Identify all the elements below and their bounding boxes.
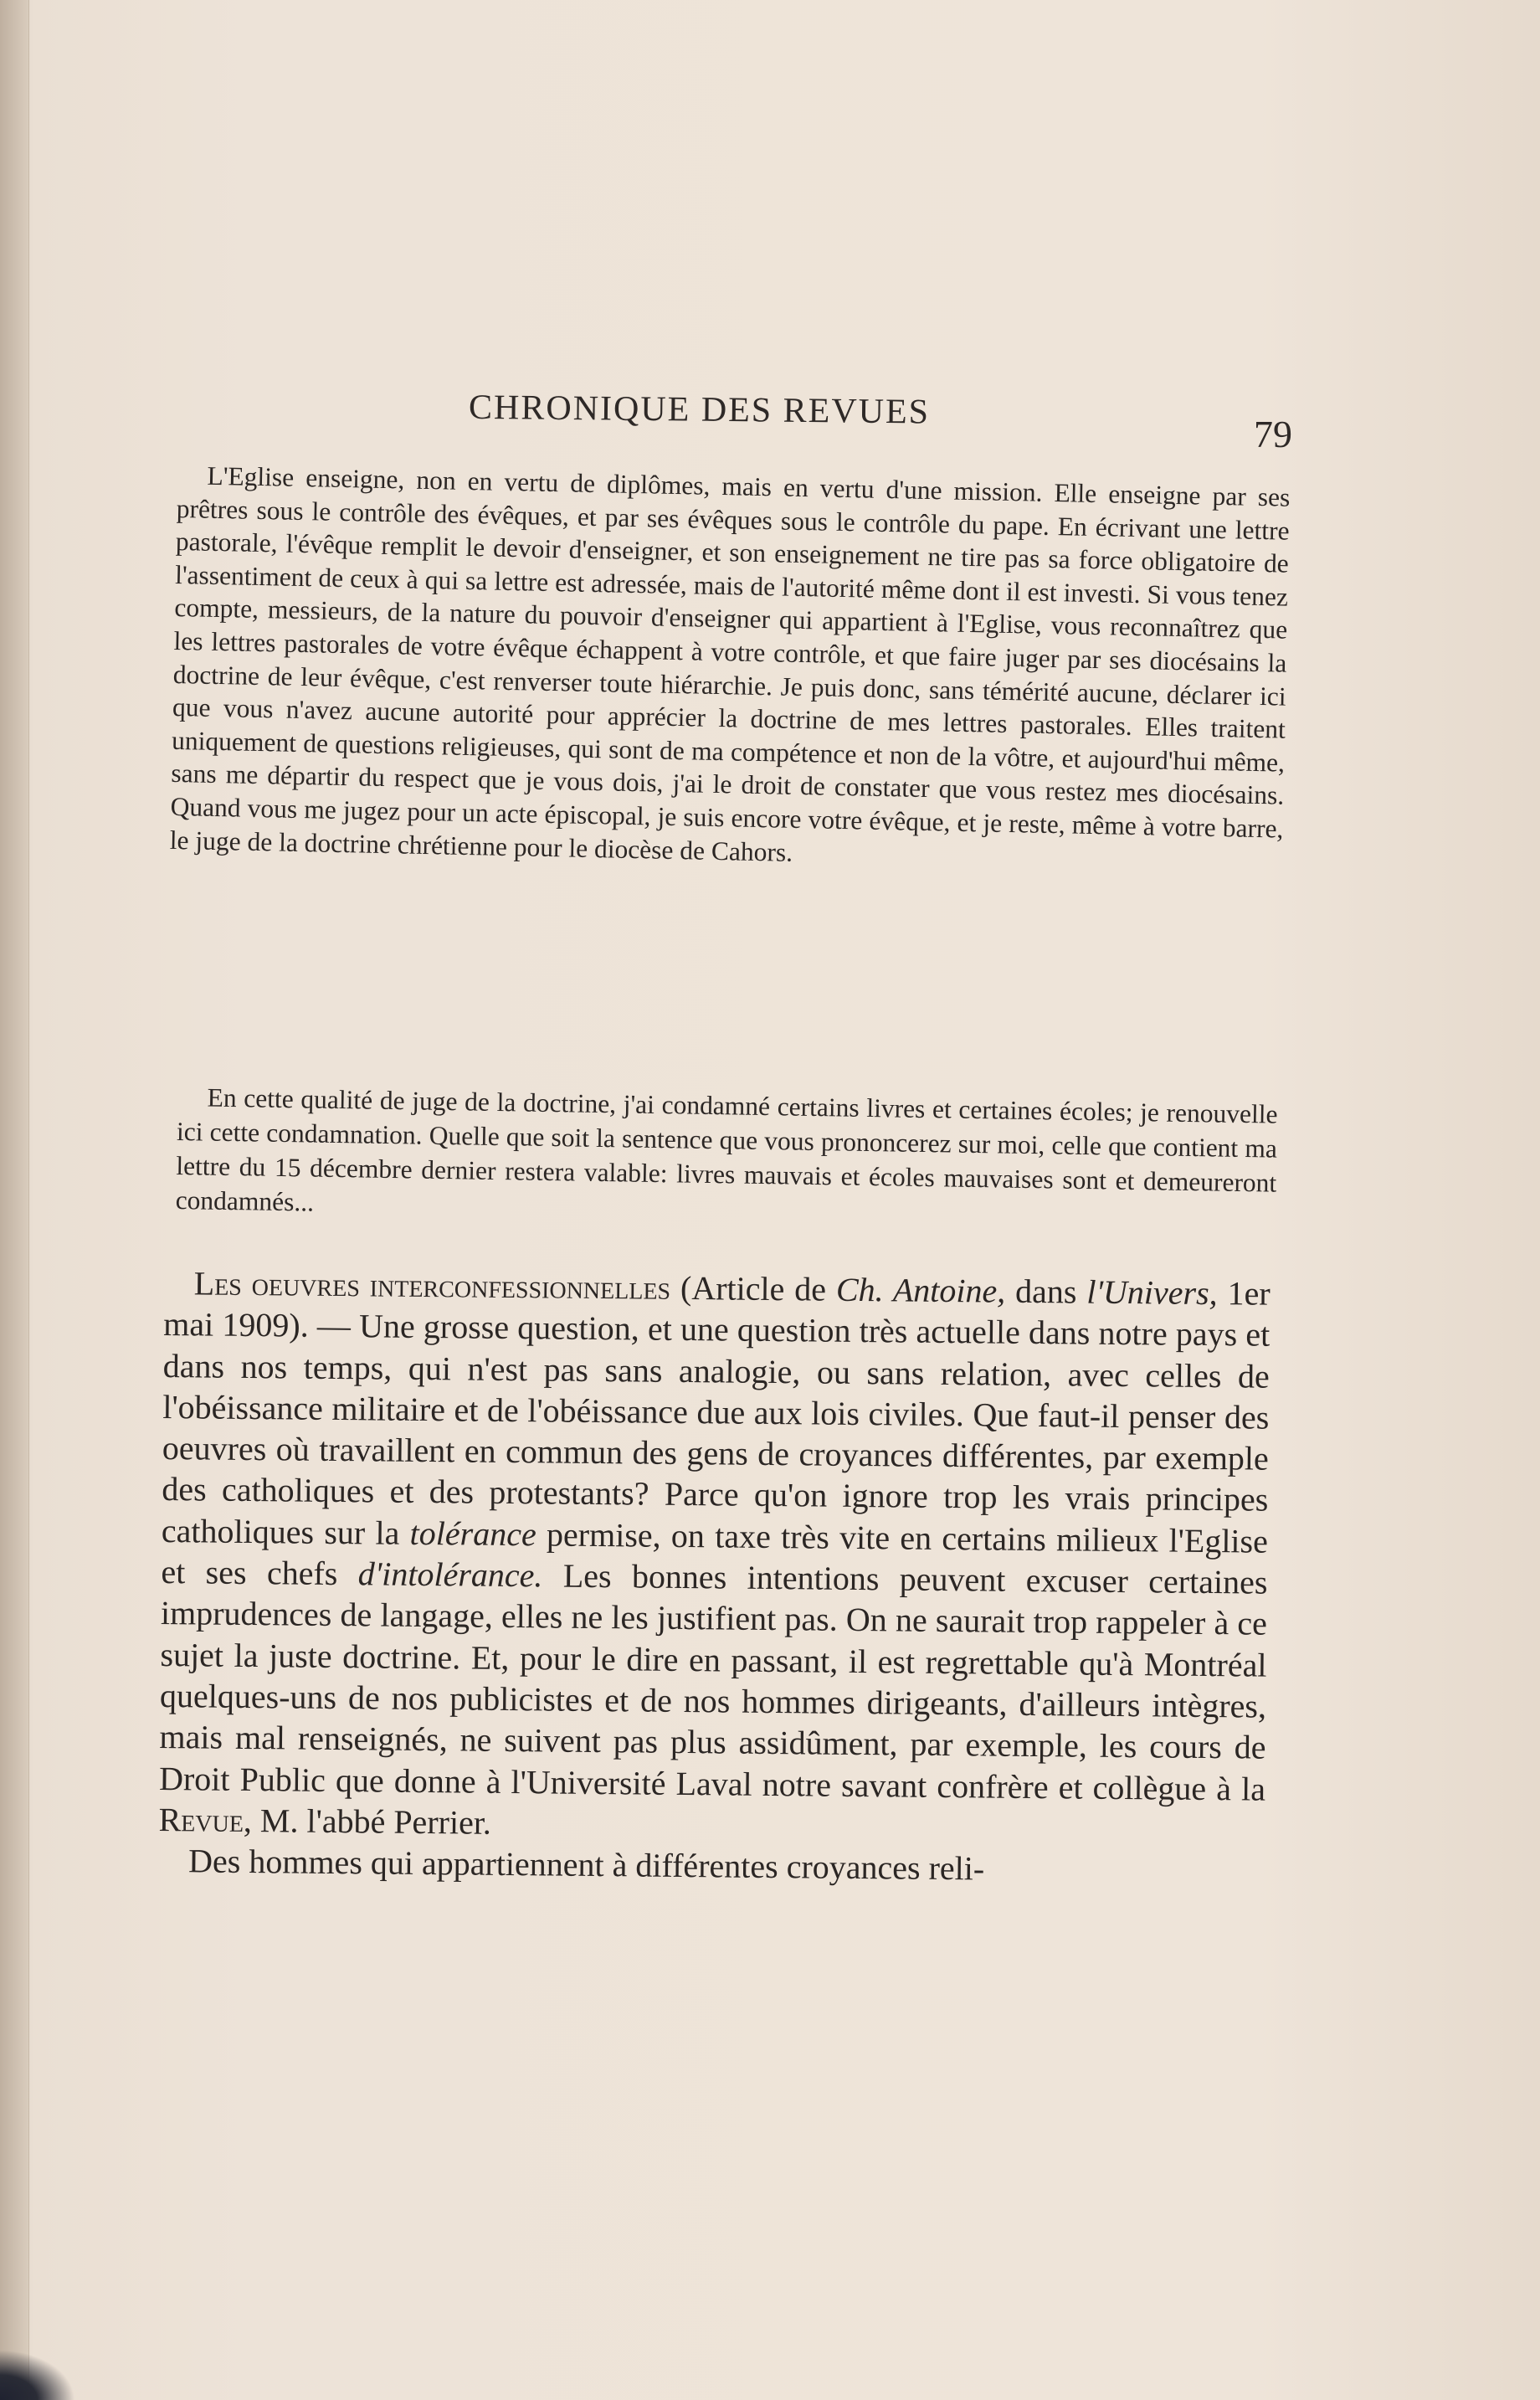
section-title: Les oeuvres interconfessionnelles <box>193 1264 671 1307</box>
revue-name: Revue <box>158 1800 244 1839</box>
article-text-c: Les bonnes intentions peuvent excuser certaines imprudences de langage, elles ne les justifient pas. On ne saurait trop rappeler à ce sujet la juste doctrine. Et, pour le dire en passant, il est regrettable qu'à Montréal quelques-uns de nos publicistes et de nos hommes dirigeants, d'ailleurs intègres, mais mal renseignés, ne suivent pas plus assidûment, par exemple, les cours de Droit Public que donne à l'Université Laval notre savant confrère et collègue à la <box>158 1556 1268 1808</box>
article-text-a: Une grosse question, et une question très actuelle dans notre pays et dans nos temps, qui n'est pas sans analogie, ou sans relation, avec celles de l'obéissance militaire et de l'obéissance due aux lois civiles. Que faut-il penser des oeuvres où travaillent en commun des gens de croyances différentes, par exemple des catholiques et des protestants? Parce qu'on ignore trop les vrais principes catholiques sur la <box>161 1307 1270 1552</box>
article-section <box>158 1262 1270 1892</box>
citation-mid: dans <box>1005 1272 1087 1311</box>
quote-text-1: L'Eglise enseigne, non en vertu de diplômes, mais en vertu d'une mission. Elle enseigne par ses prêtres sous le contrôle des évêques, et par ses évêques sous le contrôle du pape. En écrivant une lettre pastorale, l'évêque remplit le devoir d'enseigner, et son enseignement ne tire pas sa force obligatoire de l'assentiment de ceux à qui sa lettre est adressée, mais de l'autorité même dont il est investi. Si vous tenez compte, messieurs, de la nature du pouvoir d'enseigner qui appartient à l'Eglise, vous reconnaîtrez que les lettres pastorales de votre évêque échappent à votre contrôle, et que faire juger par ses diocésains la doctrine de leur évêque, c'est renverser toute hiérarchie. Je puis donc, sans témérité aucune, déclarer ici que vous n'avez aucune autorité pour apprécier la doctrine de mes lettres pastorales. Elles traitent uniquement de questions religieuses, qui sont de ma compétence et non de la vôtre, et aujourd'hui même, sans me départir du respect que je vous dois, j'ai le droit de constater que vous restez mes diocésains. Quand vous me jugez pour un acte épiscopal, je suis encore votre évêque, et je reste, même à votre barre, le juge de la doctrine chrétienne pour le diocèse de Cahors. <box>169 460 1291 867</box>
quoted-paragraph-1 <box>169 459 1290 879</box>
page-number: 79 <box>1254 413 1292 455</box>
article-paragraph <box>158 1262 1270 1851</box>
scan-corner-shadow <box>0 2350 75 2400</box>
citation-open: (Article de <box>670 1268 837 1308</box>
citation-journal: l'Univers, <box>1086 1272 1218 1313</box>
article-text-d: , M. l'abbé Perrier. <box>243 1801 492 1842</box>
article-last-paragraph: Des hommes qui appartiennent à différentes croyances reli- <box>187 1842 985 1888</box>
running-header: CHRONIQUE DES REVUES <box>468 388 931 432</box>
citation-author: Ch. Antoine, <box>835 1270 1006 1310</box>
term-intolerance: d'intolérance. <box>357 1555 543 1595</box>
quote-text-2: En cette qualité de juge de la doctrine, j'ai condamné certains livres et certaines écoles; je renouvelle ici cette condamnation. Quelle que soit la sentence que vous prononcerez sur moi, celle que contient ma lettre du 15 décembre dernier restera valable: livres mauvais et écoles mauvaises sont et demeureront condamnés... <box>175 1082 1278 1217</box>
quoted-paragraph-2 <box>175 1080 1277 1235</box>
article-text-b: permise, on taxe très vite en certains milieux l'Eglise et ses chefs <box>161 1515 1269 1593</box>
term-tolerance: tolérance <box>409 1513 536 1554</box>
citation-date: 1er mai 1909). — <box>163 1274 1270 1345</box>
book-gutter <box>0 0 29 2400</box>
